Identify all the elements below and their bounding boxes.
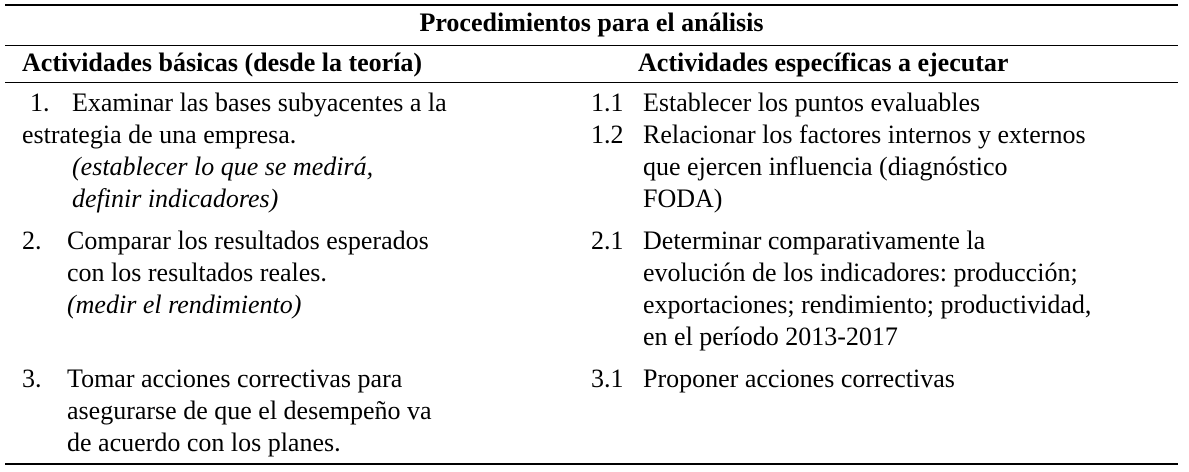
right-item-line: Proponer acciones correctivas [643, 364, 955, 393]
left-item-line: Tomar acciones correctivas para [67, 364, 403, 393]
column-header-right: Actividades específicas a ejecutar [638, 48, 1009, 77]
left-item-note: (medir el rendimiento) [67, 290, 302, 319]
right-item-line: Establecer los puntos evaluables [643, 88, 981, 117]
column-header-left: Actividades básicas (desde la teoría) [22, 48, 423, 77]
bottom-rule [5, 463, 1178, 465]
right-item-number: 1.2 [591, 120, 624, 149]
right-item-line: Relacionar los factores internos y externos [643, 120, 1086, 149]
left-item-note: definir indicadores) [72, 184, 279, 213]
right-item-line: exportaciones; rendimiento; productividad, [643, 290, 1092, 319]
left-item-line: Comparar los resultados esperados [67, 226, 429, 255]
right-item-line: que ejercen influencia (diagnóstico [643, 152, 1008, 181]
left-item-line: con los resultados reales. [67, 258, 327, 287]
right-item-line: Determinar comparativamente la [643, 226, 986, 255]
right-item-number: 2.1 [591, 226, 624, 255]
top-rule [5, 4, 1178, 6]
table-title: Procedimientos para el análisis [419, 8, 764, 37]
left-item-line: Examinar las bases subyacentes a la [72, 88, 447, 117]
right-item-line: en el período 2013-2017 [643, 322, 898, 351]
left-item-line: de acuerdo con los planes. [67, 428, 341, 457]
left-item-line: estrategia de una empresa. [22, 120, 297, 149]
left-item-note: (establecer lo que se medirá, [72, 152, 374, 181]
header-rule [5, 82, 1178, 83]
title-rule [5, 45, 1178, 46]
right-item-number: 1.1 [591, 88, 624, 117]
right-item-line: FODA) [643, 184, 723, 213]
left-item-number: 3. [22, 364, 42, 393]
left-item-number: 2. [22, 226, 42, 255]
right-item-number: 3.1 [591, 364, 624, 393]
left-item-line: asegurarse de que el desempeño va [67, 396, 432, 425]
left-item-number: 1. [30, 88, 50, 117]
right-item-line: evolución de los indicadores: producción; [643, 258, 1078, 287]
